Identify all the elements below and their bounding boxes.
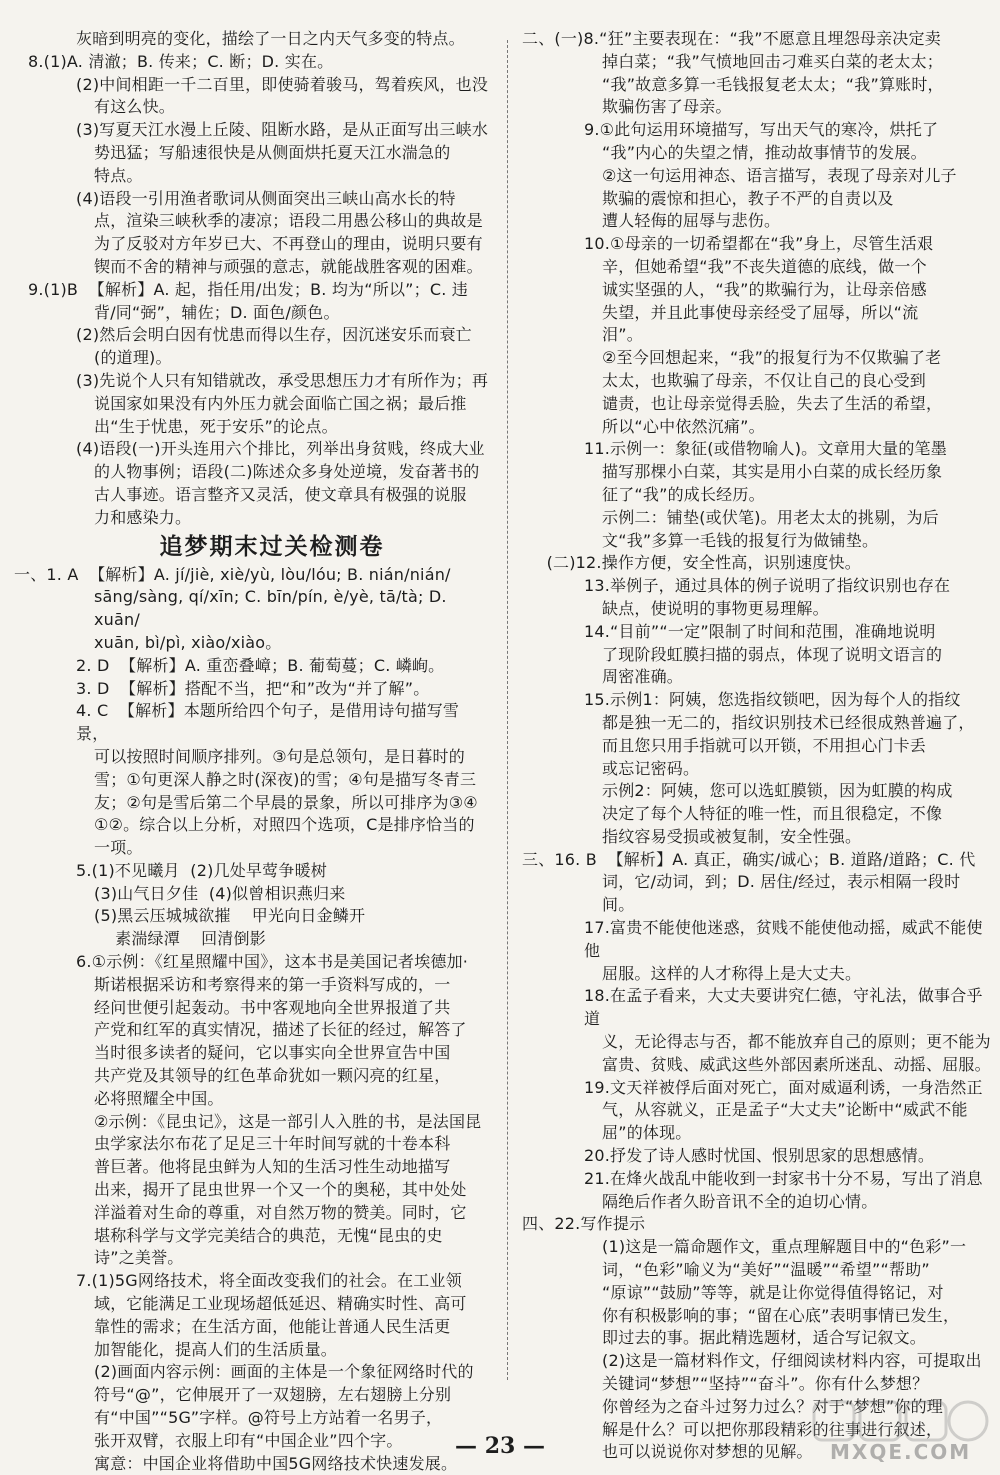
text-line: 古人事迹。语言整齐又灵活，使文章具有极强的说服 (94, 484, 467, 504)
text-line: 了现阶段虹膜扫描的弱点，体现了说明文语言的 (602, 644, 943, 664)
text-line: 8.(1)A. 清澈；B. 传来；C. 断；D. 实在。 (28, 51, 334, 71)
text-line: sāng/sàng, qí/xīn; C. bīn/pín, è/yè, tā/tà; D. xuān/ (94, 587, 452, 630)
text-line: 21.在烽火战乱中能收到一封家书十分不易，写出了消息 (584, 1168, 983, 1188)
text-line: 示例二：铺垫(或伏笔)。用老太太的挑剔，为后 (602, 507, 939, 527)
text-line: 靠性的需求；在生活方面，他能让普通人民生活更 (94, 1316, 451, 1336)
text-line: 你曾经为之奋斗过努力过么？对于“梦想”你的理 (602, 1396, 943, 1416)
text-line: 友；②句是雪后第二个早晨的景象，所以可排序为③④ (94, 792, 478, 812)
text-line: 四、22.写作提示 (522, 1214, 646, 1234)
text-line: 欺骗伤害了母亲。 (602, 97, 732, 117)
text-line: (5)黑云压城城欲摧 甲光向日金鳞开 (94, 906, 366, 926)
text-line: 雪；①句更深人静之时(深夜)的雪；④句是描写冬青三 (94, 769, 477, 789)
text-line: 普巨著。他将昆虫鲜为人知的生活习性生动地描写 (94, 1157, 451, 1177)
text-line: 遭人轻侮的屈辱与悲伤。 (602, 211, 781, 231)
text-line: 6.①示例：《红星照耀中国》，这本书是美国记者埃德加· (76, 952, 469, 972)
text-line: (的道理)。 (94, 348, 172, 368)
text-line: 谴责，也让母亲觉得丢脸，失去了生活的希望， (602, 393, 943, 413)
text-line: 虫学家法尔布花了足足三十年时间写就的十卷本科 (94, 1134, 451, 1154)
text-line: 解是什么？可以把你那段精彩的往事进行叙述， (602, 1419, 943, 1439)
text-line: 二、(一)8.“狂”主要表现在：“我”不愿意且埋怨母亲决定卖 (522, 29, 941, 48)
watermark-text: MXQE.COM (830, 1440, 972, 1464)
text-line: 势迅猛；写船速很快是从侧面烘托夏天江水湍急的 (94, 142, 451, 162)
text-line: 洋溢着对生命的尊重，对自然万物的赞美。同时，它 (94, 1202, 467, 1222)
text-line: 掉白菜；“我”气愤地回击刁难买白菜的老太太； (602, 51, 943, 71)
text-line: 辛，但她希望“我”不丧失道德的底线，做一个 (602, 256, 927, 276)
text-line: 缺点，使说明的事物更易理解。 (602, 598, 829, 618)
text-line: 有“中国”“5G”字样。@符号上方站着一名男子， (94, 1408, 443, 1428)
left-column (14, 28, 490, 1475)
text-line: 斯诺根据采访和考察得来的第一手资料写成的，一 (94, 974, 451, 994)
text-line: 出“生于忧患，死于安乐”的论点。 (94, 416, 338, 436)
text-line: (1)这是一篇命题作文，重点理解题目中的“色彩”一 (602, 1237, 967, 1257)
text-line: 14.“目前”“一定”限制了时间和范围，准确地说明 (584, 621, 936, 641)
text-line: 9.(1)B 【解析】A. 起，指任用/出发；B. 均为“所以”；C. 违 (28, 279, 468, 299)
text-line: 堪称科学与文学完美结合的典范，无愧“昆虫的史 (94, 1225, 443, 1245)
text-line: 有这么快。 (94, 97, 176, 117)
text-line: 3. D 【解析】搭配不当，把“和”改为“并了解”。 (76, 678, 430, 698)
text-line: 诗”之美誉。 (94, 1248, 184, 1268)
text-line: 文“我”多算一毛钱的报复行为做铺垫。 (602, 530, 879, 550)
text-line: 决定了每个人特征的唯一性，而且很稳定，不像 (602, 804, 943, 824)
text-line: “我”故意多算一毛钱报复老太太；“我”算账时， (602, 74, 944, 94)
text-line: 说国家如果没有内外压力就会面临亡国之祸；最后推 (94, 393, 467, 413)
section-title: 追梦期末过关检测卷 (159, 532, 385, 560)
text-line: ①②。综合以上分析，对照四个选项，C是排序恰当的 (94, 815, 475, 835)
text-line: 你有积极影响的事；“留在心底”表明事情已发生， (602, 1305, 960, 1325)
text-line: 10.①母亲的一切希望都在“我”身上，尽管生活艰 (584, 234, 934, 254)
text-line: 13.举例子，通过具体的例子说明了指纹识别也存在 (584, 576, 951, 596)
text-line: 而且您只用手指就可以开锁，不用担心门卡丢 (602, 735, 927, 755)
text-line: 周密准确。 (602, 667, 684, 687)
text-line: 出来，揭开了昆虫世界一个又一个的奥秘，其中处处 (94, 1180, 467, 1200)
text-line: 失望，并且此事使母亲经受了屈辱，所以“流 (602, 302, 919, 322)
text-line: 屈”的体现。 (602, 1123, 692, 1143)
text-line: 经问世便引起轰动。书中客观地向全世界报道了共 (94, 997, 451, 1017)
text-line: 气，从容就义，正是孟子“大丈夫”论断中“威武不能 (602, 1100, 968, 1120)
column-divider (507, 40, 508, 1380)
text-line: 义，无论得志与否，都不能放弃自己的原则；更不能为 (602, 1032, 991, 1052)
text-line: (4)语段(一)开头连用六个排比，列举出身贫贱，终成大业 (76, 439, 485, 459)
text-line: 18.在孟子看来，大丈夫要讲究仁德，守礼法，做事合乎道 (584, 986, 983, 1029)
text-line: (4)语段一引用渔者歌词从侧面突出三峡山高水长的特 (76, 188, 456, 208)
text-line: 指纹容易受损或被复制，安全性强。 (602, 826, 862, 846)
text-line: ②示例：《昆虫记》，这是一部引人入胜的书，是法国昆 (94, 1111, 482, 1131)
text-line: “我”内心的失望之情，推动故事情节的发展。 (602, 142, 927, 162)
text-line: 屈服。这样的人才称得上是大丈夫。 (602, 963, 862, 983)
page-number: — 23 — (455, 1433, 545, 1459)
text-line: (3)山气日夕佳 (4)似曾相识燕归来 (94, 883, 346, 903)
text-line: 的人物事例；语段(二)陈述众多身处逆境，发奋著书的 (94, 462, 480, 482)
text-line: 诚实坚强的人，“我”的欺骗行为，让母亲倍感 (602, 279, 927, 299)
text-line: 9.①此句运用环境描写，写出天气的寒冷，烘托了 (584, 120, 939, 140)
text-line: 17.富贵不能使他迷惑，贫贱不能使他动摇，威武不能使他 (584, 918, 983, 960)
text-line: 泪”。 (602, 325, 643, 345)
text-line: 词，它/动词，到；D. 居住/经过，表示相隔一段时间。 (602, 872, 961, 915)
text-line: 张开双臂，衣服上印有“中国企业”四个字。 (94, 1430, 403, 1450)
text-line: “原谅”“鼓励”等等，就是让你觉得值得铭记，对 (602, 1282, 944, 1302)
text-line: 背/同“弼”，辅佐；D. 面色/颜色。 (94, 302, 340, 322)
text-line: 可以按照时间顺序排列。③句是总领句，是日暮时的 (94, 746, 465, 766)
text-line: 力和感染力。 (94, 507, 192, 527)
text-line: ②这一句运用神态、语言描写，表现了母亲对儿子 (602, 165, 957, 185)
text-line: 寓意：中国企业将借助中国5G网络技术快速发展。 (94, 1453, 458, 1473)
text-line: (2)然后会明白因有忧患而得以生存，因沉迷安乐而衰亡 (76, 325, 472, 345)
text-line: 一项。 (94, 838, 143, 858)
text-line: 素湍绿潭 回清倒影 (94, 929, 266, 949)
text-line: 富贵、贫贱、威武这些外部因素所迷乱、动摇、屈服。 (602, 1054, 991, 1074)
text-line: 关键词“梦想”“坚持”“奋斗”。你有什么梦想？ (602, 1374, 929, 1394)
text-line: 点，渲染三峡秋季的凄凉；语段二用愚公移山的典故是 (94, 211, 483, 231)
text-line: 即过去的事。据此精选题材，适合写记叙文。 (602, 1328, 927, 1348)
text-line: 加智能化，提高人们的生活质量。 (94, 1339, 338, 1359)
text-line: 必将照耀全中国。 (94, 1088, 224, 1108)
text-line: 太太，也欺骗了母亲，不仅让自己的良心受到 (602, 370, 927, 390)
text-line: 域，它能满足工业现场超低延迟、精确实时性、高可 (94, 1294, 467, 1314)
right-column (522, 28, 992, 1464)
text-line: xuān, bì/pì, xiào/xiào。 (94, 632, 282, 652)
text-line: 11.示例一：象征(或借物喻人)。文章用大量的笔墨 (584, 439, 947, 459)
text-line: 2. D 【解析】A. 重峦叠嶂；B. 葡萄蔓；C. 嶙峋。 (76, 655, 445, 675)
text-line: 符号“@”，它伸展开了一双翅膀，左右翅膀上分别 (94, 1385, 452, 1405)
text-line: 20.抒发了诗人感时忧国、恨别思家的思想感情。 (584, 1146, 935, 1166)
text-line: 产党和红军的真实情况，描述了长征的经过，解答了 (94, 1020, 467, 1040)
text-line: (2)这是一篇材料作文，仔细阅读材料内容，可提取出 (602, 1351, 982, 1371)
text-line: 也可以说说你对梦想的见解。 (602, 1442, 813, 1462)
text-line: 7.(1)5G网络技术，将全面改变我们的社会。在工业领 (76, 1271, 462, 1291)
text-line: ②至今回想起来，“我”的报复行为不仅欺骗了老 (602, 348, 942, 368)
text-line: 19.文天祥被俘后面对死亡，面对威逼利诱，一身浩然正 (584, 1077, 983, 1097)
text-line: 灰暗到明亮的变化，描绘了一日之内天气多变的特点。 (76, 29, 465, 48)
text-line: (二)12.操作方便，安全性高，识别速度快。 (536, 553, 861, 573)
text-line: 锲而不舍的精神与顽强的意志，就能战胜客观的困难。 (94, 256, 483, 276)
text-line: 当时很多读者的疑问，它以事实向全世界宣告中国 (94, 1043, 451, 1063)
text-line: 或忘记密码。 (602, 758, 700, 778)
text-line: 4. C 【解析】本题所给四个句子，是借用诗句描写雪景， (76, 701, 460, 744)
text-line: 三、16. B 【解析】A. 真正，确实/诚心；B. 道路/道路；C. 代 (522, 849, 976, 869)
text-line: 征了“我”的成长经历。 (602, 484, 765, 504)
text-line: (3)先说个人只有知错就改，承受思想压力才有所作为；再 (76, 370, 489, 390)
text-line: 欺骗的震惊和担心，教子不严的自责以及 (602, 188, 894, 208)
text-line: 共产党及其领导的红色革命犹如一颗闪亮的红星， (94, 1066, 451, 1086)
text-line: 示例2：阿姨，您可以选虹膜锁，因为虹膜的构成 (602, 781, 953, 801)
text-line: 都是独一无二的，指纹识别技术已经很成熟普遍了， (602, 712, 975, 732)
text-line: (2)中间相距一千二百里，即使骑着骏马，驾着疾风，也没 (76, 74, 489, 94)
text-line: 特点。 (94, 165, 143, 185)
text-line: 描写那棵小白菜，其实是用小白菜的成长经历象 (602, 462, 943, 482)
text-line: 5.(1)不见曦月 (2)几处早莺争暖树 (76, 860, 327, 880)
text-line: 隔绝后作者久盼音讯不全的迫切心情。 (602, 1191, 878, 1211)
text-line: 一、1. A 【解析】A. jí/jiè, xiè/yù, lòu/lóu; B. nián/nián/ (14, 564, 451, 584)
text-line: (3)写夏天江水漫上丘陵、阻断水路，是从正面写出三峡水 (76, 120, 489, 140)
text-line: (2)画面内容示例：画面的主体是一个象征网络时代的 (94, 1362, 474, 1382)
text-line: 15.示例1：阿姨，您选指纹锁吧，因为每个人的指纹 (584, 690, 961, 710)
text-line: 所以“心中依然沉痛”。 (602, 416, 765, 436)
text-line: 为了反驳对方年岁已大、不再登山的理由，说明只要有 (94, 234, 483, 254)
text-line: 词，“色彩”喻义为“美好”“温暖”“希望”“帮助” (602, 1260, 930, 1280)
